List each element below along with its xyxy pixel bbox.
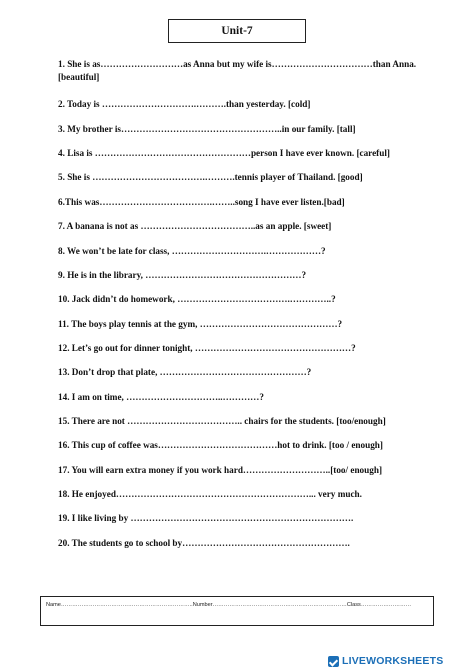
question-3: 3. My brother is……………………………………………..in our family. [tall]: [58, 124, 356, 134]
question-1: 1. She is as………………………as Anna but my wife is……………………………than Anna.[beautiful]: [58, 59, 417, 82]
worksheet-title: Unit-7: [168, 19, 306, 43]
question-4: 4. Lisa is ……………………………………………person I have ever known. [careful]: [58, 148, 390, 158]
question-18: 18. He enjoyed………………………………………………………... very much.: [58, 489, 362, 499]
question-9: 9. He is in the library, ……………………………………………?: [58, 270, 307, 280]
question-19: 19. I like living by ……………………………………………………………….: [58, 513, 354, 523]
question-7: 7. A banana is not as ………………………………..as an apple. [sweet]: [58, 221, 332, 231]
question-14: 14. I am on time, …………………………..…………?: [58, 392, 264, 402]
brand-text: LIVEWORKSHEETS: [342, 655, 444, 667]
student-info-box: [40, 596, 434, 626]
question-17: 17. You will earn extra money if you work hard………………………..[too/ enough]: [58, 465, 383, 475]
liveworksheets-brand: [328, 655, 443, 667]
question-16: 16. This cup of coffee was…………………………………hot to drink. [too / enough]: [58, 440, 383, 450]
question-12: 12. Let’s go out for dinner tonight, ……………………………………………?: [58, 343, 356, 353]
name-field-label: Name……………………………………………………………..: [46, 602, 193, 608]
question-15: 15. There are not ……………………………….. chairs for the students. [too/enough]: [58, 416, 386, 426]
question-5: 5. She is ……………………………….……….tennis player of Thailand. [good]: [58, 172, 363, 182]
number-field-label: Number………………………………………………………………: [192, 602, 347, 608]
question-13: 13. Don’t drop that plate, …………………………………………?: [58, 367, 312, 377]
question-10: 10. Jack didn’t do homework, ……………………………….…………..?: [58, 294, 336, 304]
checkmark-logo-icon: [328, 656, 339, 667]
question-20: 20. The students go to school by……………………………………………….: [58, 538, 350, 548]
question-11: 11. The boys play tennis at the gym, ………………………………………?: [58, 319, 343, 329]
class-field-label: Class………………………: [346, 602, 412, 608]
question-2: 2. Today is ………………………….……….than yesterday. [cold]: [58, 99, 311, 109]
question-6: 6.This was……………………………….……..song I have ever listen.[bad]: [58, 197, 345, 207]
question-8: 8. We won’t be late for class, ………………………….………………?: [58, 246, 326, 256]
